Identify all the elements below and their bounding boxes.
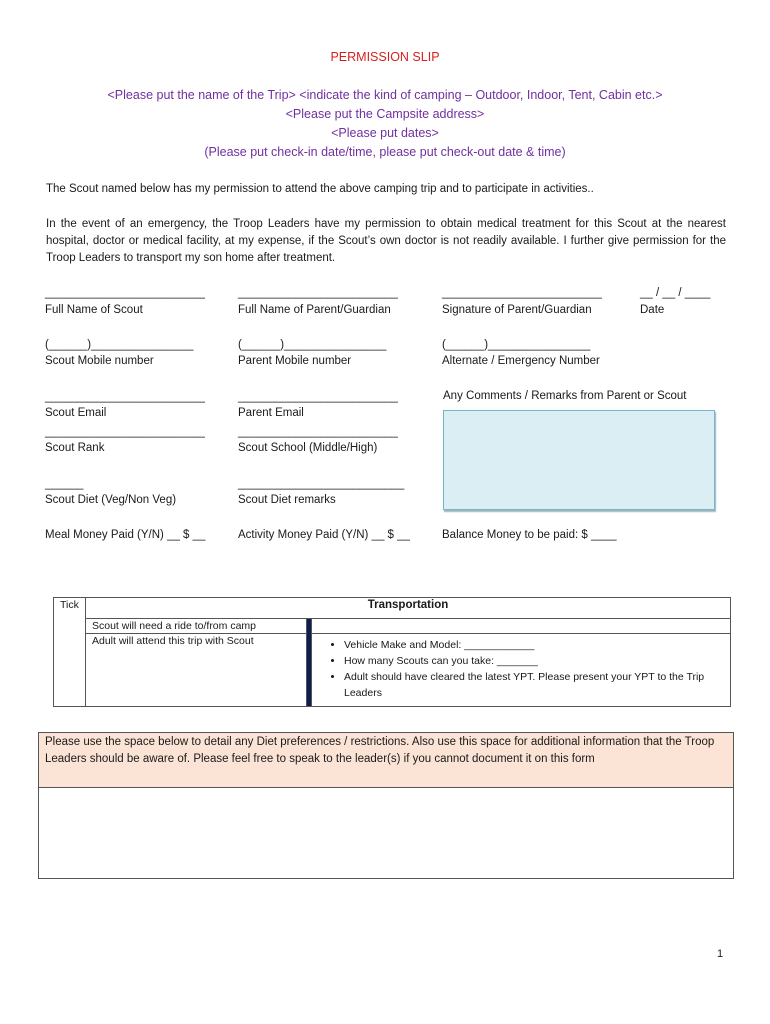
scout-rank-label: Scout Rank	[45, 442, 105, 454]
parent-email-label: Parent Email	[238, 407, 304, 419]
date-label: Date	[640, 304, 665, 316]
scout-school-label: Scout School (Middle/High)	[238, 442, 378, 454]
campsite-line: <Please put the Campsite address>	[285, 107, 485, 121]
page-number: 1	[717, 948, 724, 960]
adult-attend-option[interactable]: Adult will attend this trip with Scout	[86, 634, 307, 707]
trip-name-line: <Please put the name of the Trip> <indicate the kind of camping – Outdoor, Indoor, Tent, Cabin etc.>	[107, 88, 663, 102]
scout-diet-label: Scout Diet (Veg/Non Veg)	[45, 494, 177, 506]
alt-number-line[interactable]: (______)________________	[442, 339, 591, 351]
transportation-table	[53, 597, 731, 707]
vehicle-make-item[interactable]: • Vehicle Make and Model: ____________	[344, 637, 724, 653]
dates-line: <Please put dates>	[331, 126, 439, 140]
signature-line[interactable]: _________________________	[442, 287, 602, 299]
blank-cell	[312, 619, 731, 634]
alt-number-label: Alternate / Emergency Number	[442, 355, 600, 367]
activity-money-field[interactable]: Activity Money Paid (Y/N) __ $ __	[238, 529, 410, 541]
transportation-header: Transportation	[86, 598, 731, 619]
scout-rank-line[interactable]: _________________________	[45, 426, 205, 438]
scout-diet-line[interactable]: ______	[45, 478, 84, 490]
scout-name-label: Full Name of Scout	[45, 304, 143, 316]
ride-option[interactable]: Scout will need a ride to/from camp	[86, 619, 307, 634]
parent-name-label: Full Name of Parent/Guardian	[238, 304, 391, 316]
signature-label: Signature of Parent/Guardian	[442, 304, 592, 316]
vehicle-details	[312, 634, 731, 707]
scout-capacity-item[interactable]: • How many Scouts can you take: _______	[344, 653, 724, 669]
scout-name-line[interactable]: _________________________	[45, 287, 205, 299]
diet-notes-area[interactable]	[38, 786, 734, 879]
scout-email-line[interactable]: _________________________	[45, 391, 205, 403]
scout-mobile-label: Scout Mobile number	[45, 355, 154, 367]
diet-note-header: Please use the space below to detail any Diet preferences / restrictions. Also use this space for additional information that the Troop Leaders should be aware of. Please feel free to speak to the leader(s) if you cannot document it on this form	[38, 732, 734, 788]
tick-header: Tick	[54, 598, 86, 707]
date-line[interactable]: __ / __ / ____	[640, 287, 711, 299]
meal-money-field[interactable]: Meal Money Paid (Y/N) __ $ __	[45, 529, 206, 541]
scout-mobile-line[interactable]: (______)________________	[45, 339, 194, 351]
diet-remarks-label: Scout Diet remarks	[238, 494, 336, 506]
scout-email-label: Scout Email	[45, 407, 107, 419]
diet-remarks-line[interactable]: __________________________	[238, 478, 405, 490]
balance-money-field[interactable]: Balance Money to be paid: $ ____	[442, 529, 617, 541]
comments-textarea[interactable]	[443, 410, 715, 510]
scout-school-line[interactable]: _________________________	[238, 426, 398, 438]
parent-mobile-line[interactable]: (______)________________	[238, 339, 387, 351]
permission-paragraph: The Scout named below has my permission to attend the above camping trip and to participate in activities..	[46, 183, 594, 195]
parent-email-line[interactable]: _________________________	[238, 391, 398, 403]
ypt-item: • Adult should have cleared the latest YPT. Please present your YPT to the Trip Leaders	[344, 669, 724, 701]
emergency-paragraph: In the event of an emergency, the Troop Leaders have my permission to obtain medical treatment for this Scout at the nearest hospital, doctor or medical facility, at my expense, if the Scout’s own doctor is not readily available. I further give permission for the Troop Leaders to transport my son home after treatment.	[46, 218, 726, 264]
parent-name-line[interactable]: _________________________	[238, 287, 398, 299]
page-title: PERMISSION SLIP	[330, 50, 440, 64]
parent-mobile-label: Parent Mobile number	[238, 355, 352, 367]
checkin-line: (Please put check-in date/time, please put check-out date & time)	[204, 145, 566, 159]
comments-label: Any Comments / Remarks from Parent or Scout	[443, 390, 687, 402]
